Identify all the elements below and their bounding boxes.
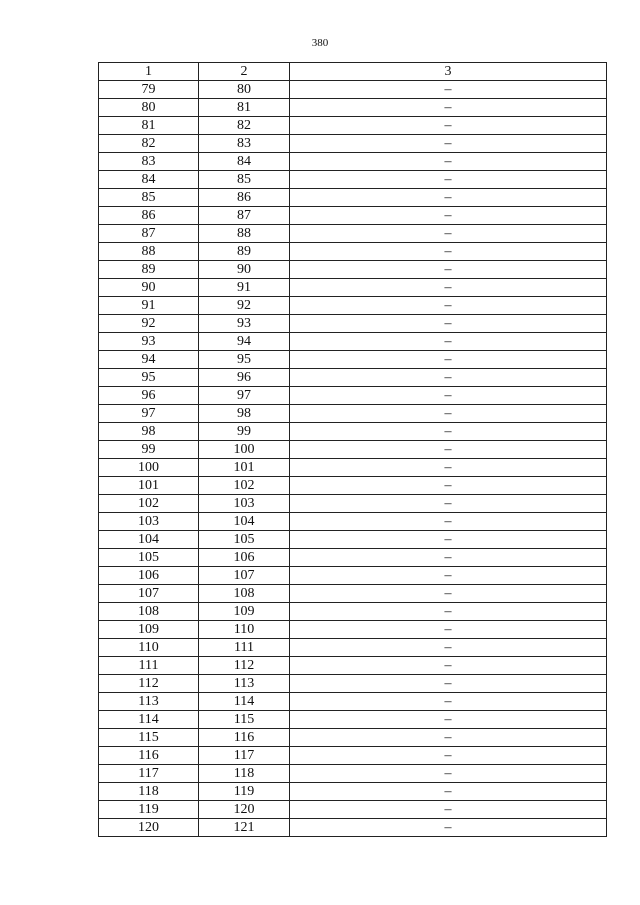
table-cell: 80	[199, 81, 290, 99]
table-cell: 79	[99, 81, 199, 99]
header-row	[99, 63, 607, 81]
table-row	[99, 567, 607, 585]
table-cell: 106	[99, 567, 199, 585]
table-row	[99, 477, 607, 495]
table-cell: 94	[199, 333, 290, 351]
table-row	[99, 747, 607, 765]
table-cell: –	[290, 513, 607, 531]
table-cell: –	[290, 639, 607, 657]
table-row	[99, 765, 607, 783]
table-cell: –	[290, 531, 607, 549]
table-cell: 94	[99, 351, 199, 369]
table-cell: –	[290, 81, 607, 99]
table-cell: 87	[199, 207, 290, 225]
table-row	[99, 819, 607, 837]
table-cell: 108	[99, 603, 199, 621]
table-cell: 114	[99, 711, 199, 729]
table-cell: 84	[199, 153, 290, 171]
table-cell: –	[290, 279, 607, 297]
table-cell: 119	[199, 783, 290, 801]
table-row	[99, 495, 607, 513]
table-cell: 107	[99, 585, 199, 603]
table-row	[99, 315, 607, 333]
table-cell: 107	[199, 567, 290, 585]
table-row	[99, 675, 607, 693]
table-cell: 117	[199, 747, 290, 765]
table-cell: 88	[99, 243, 199, 261]
table-cell: 118	[199, 765, 290, 783]
table-cell: –	[290, 657, 607, 675]
table-cell: 111	[99, 657, 199, 675]
table-cell: 100	[99, 459, 199, 477]
table-cell: –	[290, 315, 607, 333]
table-cell: 101	[99, 477, 199, 495]
table-cell: 109	[99, 621, 199, 639]
table-cell: 103	[199, 495, 290, 513]
table-cell: 117	[99, 765, 199, 783]
table-cell: 97	[99, 405, 199, 423]
table-cell: 96	[99, 387, 199, 405]
table-cell: –	[290, 261, 607, 279]
table-cell: 89	[199, 243, 290, 261]
table-row	[99, 405, 607, 423]
table-cell: –	[290, 423, 607, 441]
table-cell: 88	[199, 225, 290, 243]
table-cell: 80	[99, 99, 199, 117]
table-row	[99, 351, 607, 369]
table-cell: –	[290, 405, 607, 423]
table-cell: –	[290, 99, 607, 117]
table-cell: 87	[99, 225, 199, 243]
table-cell: 89	[99, 261, 199, 279]
table-cell: 105	[199, 531, 290, 549]
table-row	[99, 783, 607, 801]
table-row	[99, 549, 607, 567]
table-cell: –	[290, 495, 607, 513]
table-row	[99, 207, 607, 225]
table-row	[99, 99, 607, 117]
table-cell: 99	[199, 423, 290, 441]
table-row	[99, 729, 607, 747]
table-row	[99, 243, 607, 261]
table-cell: –	[290, 585, 607, 603]
table-cell: 119	[99, 801, 199, 819]
table-cell: –	[290, 621, 607, 639]
table-cell: 83	[99, 153, 199, 171]
table-row	[99, 513, 607, 531]
table-cell: –	[290, 801, 607, 819]
table-cell: 97	[199, 387, 290, 405]
table-cell: 108	[199, 585, 290, 603]
table-cell: 112	[99, 675, 199, 693]
table-row	[99, 135, 607, 153]
table-cell: 83	[199, 135, 290, 153]
table-cell: –	[290, 459, 607, 477]
table-cell: 111	[199, 639, 290, 657]
table-header	[99, 63, 607, 81]
table-cell: 115	[199, 711, 290, 729]
table-row	[99, 459, 607, 477]
table-row	[99, 639, 607, 657]
table-cell: –	[290, 297, 607, 315]
table-cell: 85	[99, 189, 199, 207]
table-cell: –	[290, 783, 607, 801]
page-number: 380	[311, 37, 329, 49]
table-cell: –	[290, 567, 607, 585]
table-row	[99, 81, 607, 99]
table-cell: –	[290, 765, 607, 783]
table-cell: 112	[199, 657, 290, 675]
table-cell: –	[290, 171, 607, 189]
table-cell: –	[290, 135, 607, 153]
table-cell: –	[290, 153, 607, 171]
table-cell: 82	[99, 135, 199, 153]
table-row	[99, 585, 607, 603]
column-header: 1	[99, 63, 199, 81]
table-row	[99, 603, 607, 621]
table-cell: –	[290, 549, 607, 567]
table-cell: 84	[99, 171, 199, 189]
table-cell: 100	[199, 441, 290, 459]
table-row	[99, 297, 607, 315]
table-cell: 91	[99, 297, 199, 315]
table-cell: –	[290, 225, 607, 243]
table-row	[99, 657, 607, 675]
data-table	[98, 62, 607, 837]
table-cell: 104	[99, 531, 199, 549]
table-cell: –	[290, 675, 607, 693]
table-cell: 113	[199, 675, 290, 693]
table-cell: –	[290, 819, 607, 837]
table-cell: –	[290, 387, 607, 405]
table-row	[99, 423, 607, 441]
table-cell: 85	[199, 171, 290, 189]
table-cell: 104	[199, 513, 290, 531]
table-cell: 103	[99, 513, 199, 531]
table-cell: 102	[199, 477, 290, 495]
table-row	[99, 117, 607, 135]
table-row	[99, 261, 607, 279]
table-row	[99, 531, 607, 549]
table-cell: –	[290, 729, 607, 747]
table-cell: –	[290, 243, 607, 261]
table-cell: 86	[199, 189, 290, 207]
table-cell: 120	[199, 801, 290, 819]
table-cell: 102	[99, 495, 199, 513]
table-row	[99, 225, 607, 243]
table-cell: –	[290, 369, 607, 387]
table-cell: –	[290, 693, 607, 711]
table-cell: 120	[99, 819, 199, 837]
table-cell: –	[290, 711, 607, 729]
table-cell: 109	[199, 603, 290, 621]
table-row	[99, 279, 607, 297]
table-cell: –	[290, 189, 607, 207]
table-cell: 98	[199, 405, 290, 423]
table-cell: 81	[199, 99, 290, 117]
table-cell: 98	[99, 423, 199, 441]
table-row	[99, 801, 607, 819]
table-row	[99, 333, 607, 351]
table-cell: 110	[199, 621, 290, 639]
table-cell: 96	[199, 369, 290, 387]
table-cell: 101	[199, 459, 290, 477]
table-cell: –	[290, 117, 607, 135]
table-cell: 90	[199, 261, 290, 279]
table-cell: 118	[99, 783, 199, 801]
table-row	[99, 711, 607, 729]
table-cell: 121	[199, 819, 290, 837]
table-cell: 93	[199, 315, 290, 333]
table-cell: 91	[199, 279, 290, 297]
table-cell: –	[290, 207, 607, 225]
table-cell: 81	[99, 117, 199, 135]
table-cell: 92	[199, 297, 290, 315]
column-header: 2	[199, 63, 290, 81]
table-cell: 105	[99, 549, 199, 567]
table-cell: –	[290, 477, 607, 495]
table-cell: –	[290, 747, 607, 765]
table-body	[99, 81, 607, 837]
table-cell: 99	[99, 441, 199, 459]
table-cell: –	[290, 333, 607, 351]
table-cell: 110	[99, 639, 199, 657]
table-cell: 92	[99, 315, 199, 333]
table-cell: 93	[99, 333, 199, 351]
table-cell: –	[290, 603, 607, 621]
table-row	[99, 621, 607, 639]
table-cell: 106	[199, 549, 290, 567]
table-row	[99, 369, 607, 387]
table-row	[99, 189, 607, 207]
table-cell: 115	[99, 729, 199, 747]
table-cell: 95	[99, 369, 199, 387]
table-row	[99, 171, 607, 189]
table-cell: 86	[99, 207, 199, 225]
table-cell: 114	[199, 693, 290, 711]
table-cell: 90	[99, 279, 199, 297]
table-cell: 116	[199, 729, 290, 747]
column-header: 3	[290, 63, 607, 81]
table-row	[99, 387, 607, 405]
table-cell: –	[290, 351, 607, 369]
table-row	[99, 153, 607, 171]
table-row	[99, 693, 607, 711]
table-cell: 116	[99, 747, 199, 765]
table-row	[99, 441, 607, 459]
table-cell: –	[290, 441, 607, 459]
table-cell: 95	[199, 351, 290, 369]
table-cell: 113	[99, 693, 199, 711]
table-cell: 82	[199, 117, 290, 135]
